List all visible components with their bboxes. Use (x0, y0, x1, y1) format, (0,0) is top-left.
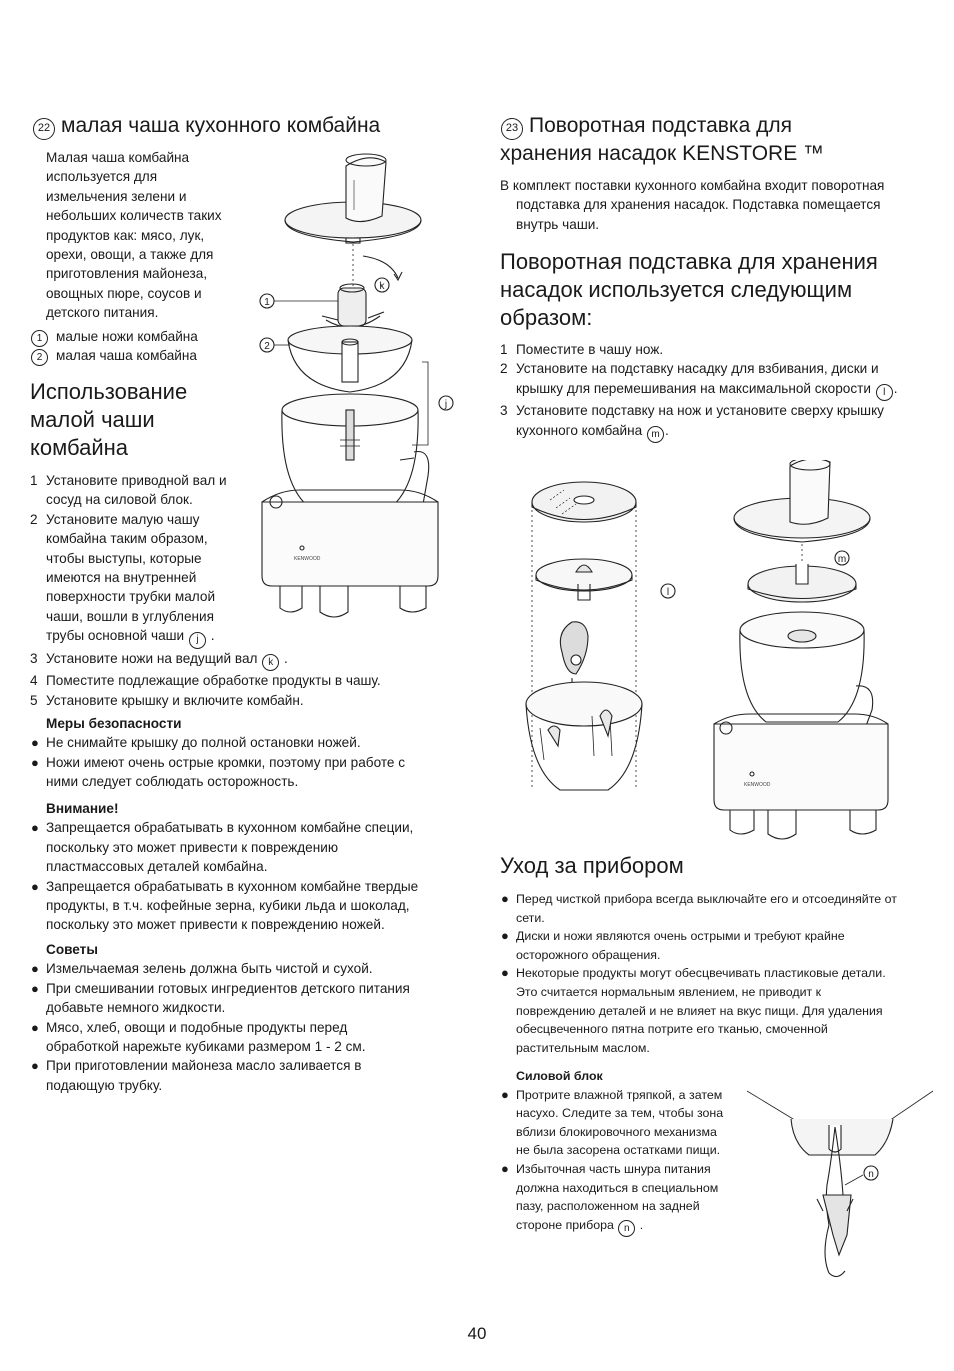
step-line: Установите малую чашу (46, 511, 200, 527)
lid-drawing (285, 154, 421, 243)
bullet-line: поскольку это может привести к повреждению (46, 839, 339, 855)
rotation-arrow-icon (363, 256, 398, 278)
section-title-kenstore (500, 112, 930, 140)
step-item (30, 671, 460, 690)
step-item (30, 691, 460, 710)
heading-line: Использование (30, 379, 188, 404)
callout-badge: k (262, 654, 279, 671)
bullet-line: Запрещается обрабатывать в кухонном комбайне твердые (46, 878, 419, 894)
bullet-line: продукты, в т.ч. кофейные зерна, кубики льда и шоколад, (46, 898, 410, 914)
step-number: 5 (30, 692, 38, 708)
section-title-text: малая чаша кухонного комбайна (61, 114, 381, 137)
intro-line: продуктов как: мясо, лук, (46, 227, 205, 243)
bullet-line: Мясо, хлеб, овощи и подобные продукты перед (46, 1019, 348, 1035)
brand-label: KENWOOD (744, 782, 771, 788)
intro-line: В комплект поставки кухонного комбайна входит поворотная (500, 178, 885, 193)
heading-line: насадок используется следующим (500, 277, 853, 302)
bullet-item (30, 877, 460, 935)
bullet-icon: ● (31, 961, 39, 977)
left-heading (32, 112, 452, 140)
step-suffix: . (893, 380, 898, 396)
bullet-line: Диски и ножи являются очень острыми и требуют крайне (516, 929, 845, 944)
intro-line: овощных пюре, соусов и (46, 285, 202, 301)
step-line: сосуд на силовой блок. (46, 492, 193, 508)
bullet-line: должна находиться в специальном (516, 1180, 719, 1195)
warning-title: Внимание! (46, 801, 119, 816)
step-item (500, 340, 930, 359)
brand-label: KENWOOD (294, 556, 321, 562)
step-item (500, 401, 930, 443)
step-suffix: . (210, 628, 215, 644)
care-title: Уход за прибором (500, 853, 684, 878)
callout-badge: j (189, 632, 206, 649)
bullet-item (30, 1018, 460, 1057)
intro-line: орехи, овощи, а также для (46, 247, 214, 263)
callout-two-label: 2 (264, 341, 270, 352)
callout-badge: l (876, 384, 893, 401)
bullet-icon: ● (501, 1086, 509, 1102)
bullet-line (516, 1216, 760, 1238)
intro-line: детского питания. (46, 305, 159, 321)
warning-section (30, 799, 460, 935)
bullet-line: поскольку это может привести к повреждению ножей. (46, 917, 385, 933)
bullet-line: Это считается нормальным явлением, не приводит к (516, 984, 822, 999)
bullet-item (500, 964, 930, 1057)
bullet-icon: ● (501, 1160, 509, 1176)
callout-k-label: k (379, 281, 385, 292)
callout-j-label: j (444, 399, 448, 410)
step-number: 4 (30, 673, 38, 689)
bullet-line: сети. (516, 910, 545, 925)
bullet-icon: ● (31, 735, 39, 751)
bullet-line: обесцвеченного пятна потрите его тканью, смоченной (516, 1022, 828, 1037)
step-number: 2 (500, 361, 508, 377)
callout-badge: 2 (31, 349, 48, 366)
bullet-line: ними следует соблюдать осторожность. (46, 774, 299, 790)
step-text: крышку для перемешивания на максимальной скорости (516, 380, 871, 396)
bullet-item (30, 818, 460, 876)
callout-badge: m (647, 426, 664, 443)
exploded-stack-drawing (526, 482, 642, 790)
bullet-item (500, 1086, 760, 1160)
bullet-line: Измельчаемая зелень должна быть чистой и сухой. (46, 961, 373, 977)
care-list (500, 890, 930, 1057)
intro-line: подставка для хранения насадок. Подставка помещается (516, 197, 881, 213)
power-unit-title: Силовой блок (516, 1069, 603, 1083)
legend-label: малые ножи комбайна (56, 329, 198, 344)
title-line: Поворотная подставка для (529, 114, 792, 137)
callout-m-label: m (837, 554, 847, 565)
power-base-drawing (262, 490, 438, 617)
step-number: 3 (500, 403, 508, 419)
usage-heading (30, 378, 260, 462)
intro-line: небольших количеств таких (46, 208, 222, 224)
bullet-line: осторожного обращения. (516, 947, 661, 962)
bullet-line: Запрещается обрабатывать в кухонном комбайне специи, (46, 820, 414, 836)
bullet-line: Некоторые продукты могут обесцвечивать пластиковые детали. (516, 966, 886, 981)
bullet-item (30, 979, 460, 1018)
step-line: чтобы выступы, которые (46, 550, 202, 566)
step-number: 2 (30, 511, 38, 527)
callout-n-label: n (868, 1169, 874, 1180)
intro-line: внутрь чаши. (516, 216, 600, 232)
bullet-icon: ● (31, 754, 39, 770)
care-heading (500, 852, 930, 880)
bullet-line: подающую трубку. (46, 1077, 163, 1093)
safety-section (30, 714, 460, 792)
heading-line: комбайна (30, 435, 128, 460)
step-line: Поместите подлежащие обработке продукты в чашу. (46, 673, 381, 689)
bullet-line: Протрите влажной тряпкой, а затем (516, 1087, 723, 1102)
safety-title: Меры безопасности (46, 716, 182, 731)
step-number: 1 (30, 473, 38, 488)
bullet-icon: ● (501, 891, 509, 906)
bullet-line: насухо. Следите за тем, чтобы зона (516, 1106, 724, 1121)
bullet-icon: ● (31, 980, 39, 996)
step-item (500, 359, 930, 401)
kenstore-usage-heading (500, 248, 930, 332)
step-line: комбайна таким образом, (46, 531, 208, 547)
step-line: имеются на внутренней (46, 570, 197, 586)
section-title-small-bowl (32, 112, 452, 140)
bullet-line: При приготовлении майонеза масло заливается в (46, 1058, 362, 1074)
step-suffix: . (665, 422, 669, 438)
bullet-icon: ● (31, 1019, 39, 1035)
bullet-icon: ● (31, 820, 39, 836)
bullet-line: Избыточная часть шнура питания (516, 1161, 711, 1176)
tips-title: Советы (46, 942, 98, 957)
bullet-item (30, 1056, 460, 1095)
section-number-badge: 22 (33, 118, 55, 140)
intro-line: приготовления майонеза, (46, 266, 208, 282)
small-bowl-intro (46, 148, 256, 323)
step-line: Установите подставку на нож и установите сверху крышку (516, 403, 884, 419)
page-number: 40 (467, 1324, 487, 1343)
step-line (46, 649, 460, 672)
section-number-badge: 23 (501, 118, 523, 140)
intro-line: используется для (46, 169, 158, 185)
kenstore-intro (500, 176, 930, 234)
small-bowl-drawing (288, 326, 412, 392)
step-number: 3 (30, 650, 38, 666)
parts-legend (30, 327, 260, 366)
bullet-item (500, 1160, 760, 1237)
bullet-item (30, 733, 460, 752)
step-item (30, 649, 460, 672)
callout-l-label: l (666, 587, 670, 598)
main-bowl-drawing (282, 394, 429, 510)
assembled-machine-drawing (714, 460, 888, 839)
step-line: чаши, вошли в углубления (46, 608, 214, 624)
intro-line: измельчения зелени и (46, 188, 187, 204)
bullet-item (30, 753, 460, 792)
step-text: трубы основной чаши (46, 628, 185, 644)
title-line: хранения насадок KENSTORE ™ (500, 141, 825, 165)
bullet-item (500, 927, 930, 964)
bullet-icon: ● (501, 965, 509, 981)
kenstore-steps (500, 340, 930, 443)
step-line (516, 379, 930, 402)
step-line: поверхности трубки малой (46, 589, 216, 605)
legend-item (30, 346, 260, 365)
heading-line: малой чаши (30, 407, 155, 432)
power-unit-section (500, 1067, 760, 1237)
callout-badge: 1 (31, 330, 48, 347)
callout-one-label: 1 (264, 297, 270, 308)
bullet-text: стороне прибора (516, 1217, 614, 1232)
bullet-line: вблизи блокировочного механизма (516, 1124, 717, 1139)
bullet-line: обработкой нарежьте кубиками размером 1 - 2 см. (46, 1039, 366, 1055)
step-line: Поместите в чашу нож. (516, 342, 664, 357)
bullet-line: Не снимайте крышку до полной остановки ножей. (46, 735, 361, 751)
kenstore-illustration (520, 460, 900, 845)
step-suffix: . (284, 650, 288, 666)
heading-line: образом: (500, 305, 593, 330)
heading-line: Поворотная подставка для хранения (500, 249, 878, 274)
cord-storage-illustration (745, 1085, 940, 1285)
bullet-line: При смешивании готовых ингредиентов детского питания (46, 980, 410, 996)
bullet-line: растительным маслом. (516, 1040, 650, 1055)
tips-section (30, 940, 460, 1095)
bullet-line: Ножи имеют очень острые кромки, поэтому при работе с (46, 754, 406, 770)
bullet-line: пластмассовых деталей комбайна. (46, 859, 268, 875)
bullet-item (30, 959, 460, 978)
legend-item (30, 327, 260, 346)
right-heading (500, 112, 930, 167)
step-text: кухонного комбайна (516, 422, 643, 438)
bullet-line: добавьте немного жидкости. (46, 1000, 226, 1016)
step-line (516, 421, 930, 444)
legend-label: малая чаша комбайна (56, 348, 197, 364)
bullet-item (500, 890, 930, 927)
bullet-icon: ● (31, 878, 39, 894)
step-line: Установите крышку и включите комбайн. (46, 692, 304, 708)
bullet-line: пазу, расположенном на задней (516, 1199, 700, 1214)
callout-badge: n (618, 1220, 635, 1237)
step-text: Установите ножи на ведущий вал (46, 650, 258, 666)
intro-line: Малая чаша комбайна (46, 150, 190, 165)
small-blade-drawing (322, 284, 384, 327)
bullet-line: не была засорена остатками пищи. (516, 1143, 721, 1158)
bullet-line: Перед чисткой прибора всегда выключайте его и отсоединяйте от (516, 892, 897, 906)
bullet-suffix: . (639, 1217, 644, 1232)
small-bowl-illustration (250, 140, 465, 630)
bullet-line: повреждению деталей и не влияет на вкус пищи. Для удаления (516, 1003, 883, 1018)
step-number: 1 (500, 342, 508, 357)
bullet-icon: ● (31, 1058, 39, 1074)
bullet-icon: ● (501, 928, 509, 944)
step-line: Установите на подставку насадку для взбивания, диски и (516, 361, 879, 377)
step-line: Установите приводной вал и (46, 473, 227, 488)
